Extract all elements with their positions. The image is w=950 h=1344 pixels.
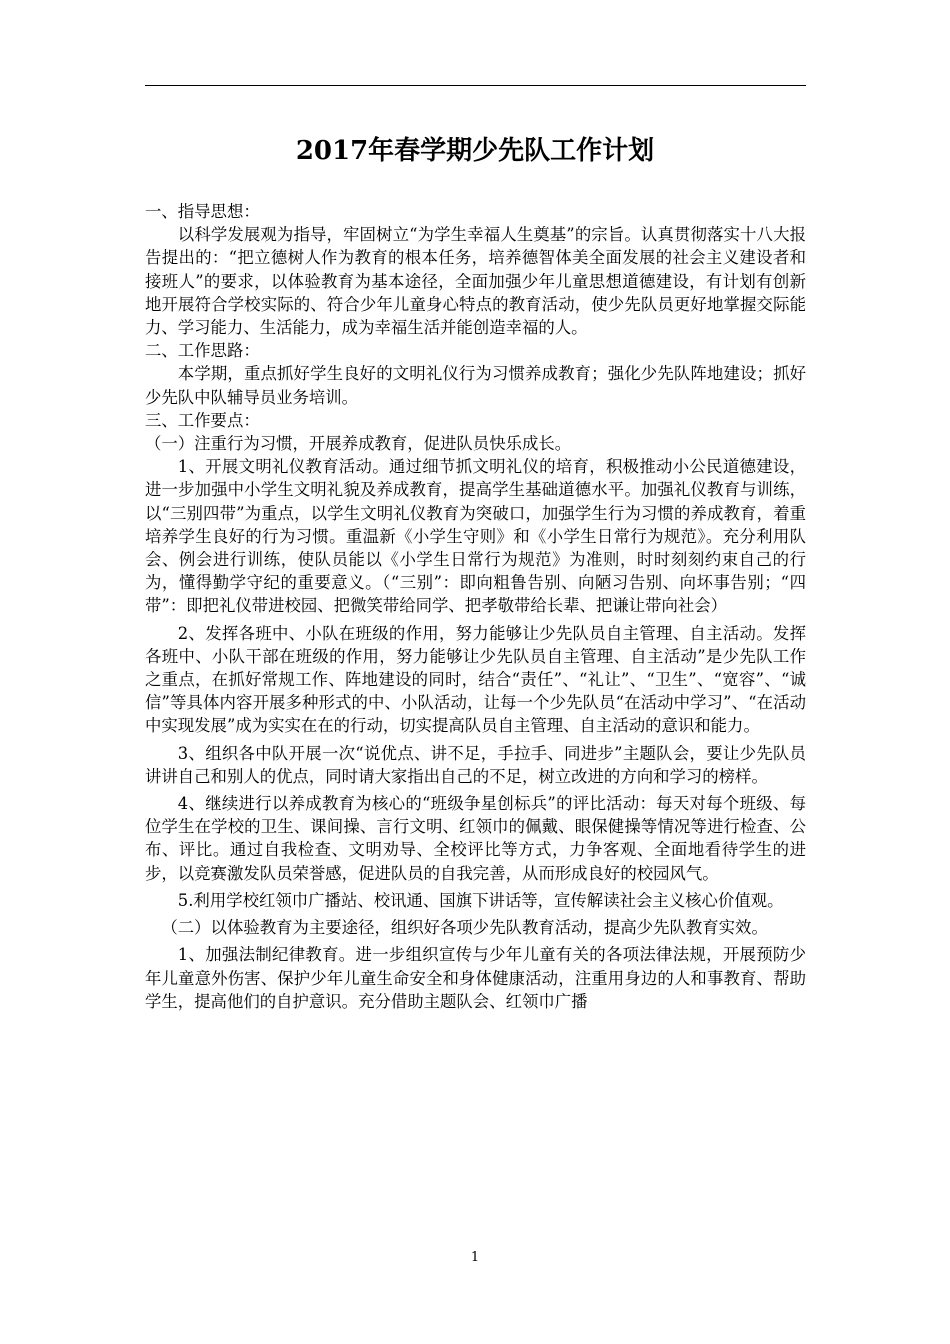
section-heading-guiding: 一、指导思想：	[145, 202, 260, 221]
section-heading-approach: 二、工作思路：	[145, 341, 260, 361]
page-number: 1	[470, 1250, 480, 1265]
document-title: 2017年春学期少先队工作计划	[295, 136, 655, 166]
list-item: 5.利用学校红领巾广播站、校讯通、国旗下讲话等，宣传解读社会主义核心价值观。	[177, 890, 784, 910]
list-item: 4、继续进行以养成教育为核心的“班级争星创标兵”的评比活动：每天对每个班级、每位学生在学校的卫生、课间操、言行文明、红领巾的佩戴、眼保健操等情况等进行检查、公布、评比。通过自我检查、文明劝导、全校评比等方式，力争客观、全面地看待学生的进步，以竞赛激发队员荣誉感，促进队员的自我完善，从而形成良好的校园风气。	[145, 794, 806, 883]
list-item: 1、开展文明礼仪教育活动。通过细节抓文明礼仪的培育，积极推动小公民道德建设，进一步加强中小学生文明礼貌及养成教育，提高学生基础道德水平。加强礼仪教育与训练，以“三别四带”为重点，以学生文明礼仪教育为突破口，加强学生行为习惯的养成教育，着重培养学生良好的行为习惯。重温新《小学生守则》和《小学生日常行为规范》。充分利用队会、例会进行训练，使队员能以《小学生日常行为规范》为准则，时时刻刻约束自己的行为，懂得勤学守纪的重要意义。（“三别”：即向粗鲁告别、向陋习告别、向坏事告别；“四带”：即把礼仪带进校园、把微笑带给同学、把孝敬带给长辈、把谦让带向社会）	[145, 457, 806, 616]
paragraph-approach: 本学期，重点抓好学生良好的文明礼仪行为习惯养成教育；强化少先队阵地建设；抓好少先队中队辅导员业务培训。	[145, 364, 806, 407]
list-item: 2、发挥各班中、小队在班级的作用，努力能够让少先队员自主管理、自主活动。发挥各班中、小队干部在班级的作用，努力能够让少先队员自主管理、自主活动”是少先队工作之重点，在抓好常规工作、阵地建设的同时，结合“责任”、“礼让”、“卫生”、“宽容”、“诚信”等具体内容开展多种形式的中、小队活动，让每一个少先队员“在活动中学习”、“在活动中实现发展”成为实实在在的行动，切实提高队员自主管理、自主活动的意识和能力。	[145, 623, 806, 736]
list-item: 3、组织各中队开展一次“说优点、讲不足，手拉手、同进步”主题队会，要让少先队员讲讲自己和别人的优点，同时请大家指出自己的不足，树立改进的方向和学习的榜样。	[145, 743, 806, 786]
paragraph-guiding: 以科学发展观为指导，牢固树立“为学生幸福人生奠基”的宗旨。认真贯彻落实十八大报告提出的：“把立德树人作为教育的根本任务，培养德智体美全面发展的社会主义建设者和接班人”的要求，以体验教育为基本途径，全面加强少年儿童思想道德建设，有计划有创新地开展符合学校实际的、符合少年儿童身心特点的教育活动，使少先队员更好地掌握交际能力、学习能力、生活能力，成为幸福生活并能创造幸福的人。	[145, 225, 806, 338]
document-body	[145, 200, 806, 1013]
section-heading-key-points: 三、工作要点：	[145, 410, 260, 430]
subsection-heading-1: （一）注重行为习惯，开展养成教育，促进队员快乐成长。	[145, 434, 572, 454]
header-rule	[145, 85, 806, 86]
subsection-heading-2: （二）以体验教育为主要途径，组织好各项少先队教育活动，提高少先队教育实效。	[161, 918, 768, 938]
list-item: 1、加强法制纪律教育。进一步组织宣传与少年儿童有关的各项法律法规，开展预防少年儿童意外伤害、保护少年儿童生命安全和身体健康活动，注重用身边的人和事教育、帮助学生，提高他们的自护意识。充分借助主题队会、红领巾广播	[145, 945, 806, 1011]
